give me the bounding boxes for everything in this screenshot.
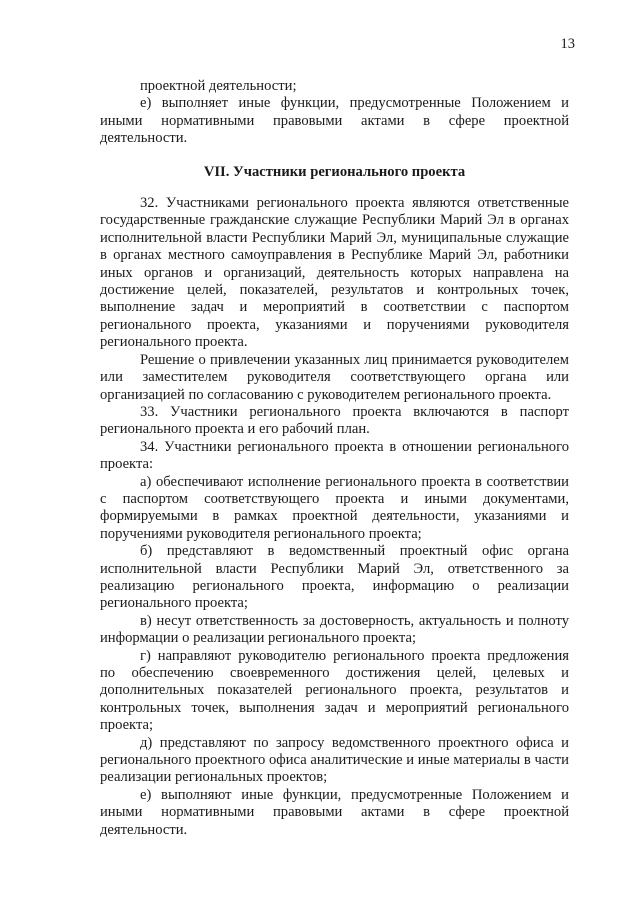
section-heading: VII. Участники регионального проекта bbox=[203, 163, 466, 180]
paragraph-continuation: проектной деятельности; bbox=[140, 78, 297, 94]
paragraph-item-e-functions: е) выполняет иные функции, предусмотренные Положением и иными нормативными правовыми актами в сфере проектной деятельности. bbox=[100, 95, 569, 147]
paragraph-decision: Решение о привлечении указанных лиц принимается руководителем или заместителем руководителя соответствующего органа или организацией по согласованию с руководителем регионального проекта. bbox=[100, 351, 569, 403]
list-item-a: а) обеспечивают исполнение регионального проекта в соответствии с паспортом соответствующего проекта и иными документами, формируемыми в рамках проектной деятельности, указаниями и поручениями руководителя регионального проекта; bbox=[100, 473, 569, 542]
list-item-b: б) представляют в ведомственный проектный офис органа исполнительной власти Республики Марий Эл, ответственного за реализацию регионального проекта, информацию о реализации регионального проекта; bbox=[100, 543, 569, 612]
list-item-d: д) представляют по запросу ведомственного проектного офиса и регионального проектного офиса аналитические и иные материалы в части реализации региональных проектов; bbox=[100, 734, 569, 786]
list-item-e: е) выполняют иные функции, предусмотренные Положением и иными нормативными правовыми актами в сфере проектной деятельности. bbox=[100, 786, 569, 838]
paragraph-32: 32. Участниками регионального проекта являются ответственные государственные гражданские служащие Республики Марий Эл в органах исполнительной власти Республики Марий Эл, муниципальные служащие в органах местного самоуправления в Республике Марий Эл, работники иных органов и организаций, деятельность которых направлена на достижение целей, показателей, результатов и контрольных точек, выполнение задач и мероприятий в соответствии с паспортом регионального проекта, указаниями и поручениями руководителя регионального проекта. bbox=[100, 195, 569, 351]
paragraph-34: 34. Участники регионального проекта в отношении регионального проекта: bbox=[100, 438, 569, 473]
paragraph-33: 33. Участники регионального проекта включаются в паспорт регионального проекта и его рабочий план. bbox=[100, 403, 569, 438]
page-number: 13 bbox=[560, 36, 575, 52]
document-body bbox=[100, 78, 569, 839]
list-item-v: в) несут ответственность за достоверность, актуальность и полноту информации о реализации регионального проекта; bbox=[100, 612, 569, 647]
list-item-g: г) направляют руководителю регионального проекта предложения по обеспечению своевременного достижения целей, целевых и дополнительных показателей регионального проекта, результатов и контрольных точек, выполнения задач и мероприятий регионального проекта; bbox=[100, 647, 569, 734]
